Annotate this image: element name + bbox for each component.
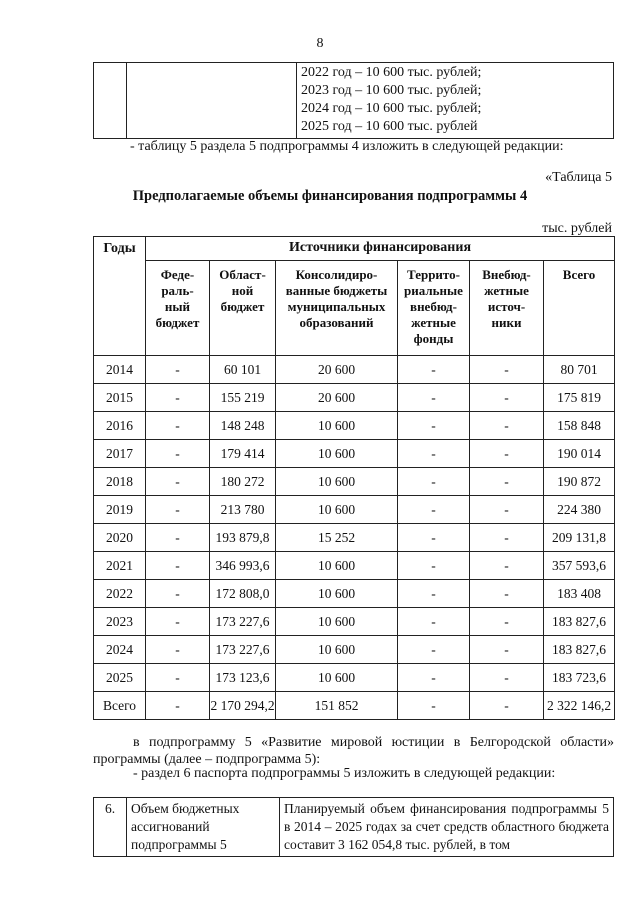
value-cell: - [398, 608, 470, 636]
value-cell: - [470, 384, 544, 412]
instruction-text: - таблицу 5 раздела 5 подпрограммы 4 изложить в следующей редакции: [130, 139, 564, 154]
subheader-row [94, 261, 615, 356]
value-cell: - [470, 468, 544, 496]
value-cell: 183 408 [544, 580, 615, 608]
value-cell: - [146, 692, 210, 720]
value-cell: - [398, 636, 470, 664]
value-cell: 213 780 [210, 496, 276, 524]
year-cell: 2021 [94, 552, 146, 580]
table-row [94, 692, 615, 720]
value-cell: - [146, 608, 210, 636]
value-cell: 172 808,0 [210, 580, 276, 608]
paragraph-text: в подпрограмму 5 «Развитие мировой юстиции в Белгородской области» программы (далее – подпрограмма 5): [93, 735, 614, 767]
value-cell: 2 170 294,2 [210, 692, 276, 720]
page-number: 8 [316, 36, 324, 51]
value-cell: - [398, 468, 470, 496]
row-label: Объем бюджетных ассигнований подпрограммы 5 [127, 798, 280, 857]
value-cell: 10 600 [276, 608, 398, 636]
funding-years-cell [297, 63, 614, 139]
value-cell: - [146, 356, 210, 384]
value-cell: - [470, 692, 544, 720]
value-cell: 155 219 [210, 384, 276, 412]
value-cell: 357 593,6 [544, 552, 615, 580]
value-cell: - [398, 552, 470, 580]
value-cell: 60 101 [210, 356, 276, 384]
subheader-territorial-funds: Террито- риальные внебюд- жетные фонды [398, 261, 470, 356]
table-row [94, 798, 614, 857]
value-cell: - [146, 468, 210, 496]
year-cell: 2022 [94, 580, 146, 608]
year-cell: 2018 [94, 468, 146, 496]
empty-cell [94, 63, 127, 139]
value-cell: 175 819 [544, 384, 615, 412]
value-cell: 183 723,6 [544, 664, 615, 692]
value-cell: 180 272 [210, 468, 276, 496]
value-cell: - [470, 664, 544, 692]
year-cell: 2023 [94, 608, 146, 636]
value-cell: - [146, 496, 210, 524]
value-cell: 183 827,6 [544, 608, 615, 636]
row-text: Планируемый объем финансирования подпрограммы 5 в 2014 – 2025 годах за счет средств областного бюджета составит 3 162 054,8 тыс. рублей, в том [280, 798, 614, 857]
subheader-total: Всего [544, 261, 615, 356]
table-row [94, 580, 615, 608]
value-cell: - [146, 412, 210, 440]
table-row [94, 664, 615, 692]
value-cell: - [146, 440, 210, 468]
value-cell: 10 600 [276, 552, 398, 580]
years-header: Годы [94, 237, 146, 356]
year-cell: 2014 [94, 356, 146, 384]
value-cell: 80 701 [544, 356, 615, 384]
value-cell: - [398, 580, 470, 608]
value-cell: - [398, 356, 470, 384]
funding-year-line: 2025 год – 10 600 тыс. рублей [301, 119, 478, 134]
value-cell: - [146, 384, 210, 412]
table-row [94, 636, 615, 664]
value-cell: 10 600 [276, 412, 398, 440]
value-cell: 148 248 [210, 412, 276, 440]
value-cell: 224 380 [544, 496, 615, 524]
value-cell: - [470, 356, 544, 384]
year-cell: Всего [94, 692, 146, 720]
financing-table [93, 236, 615, 720]
table-label: «Таблица 5 [545, 170, 612, 185]
year-cell: 2015 [94, 384, 146, 412]
value-cell: 183 827,6 [544, 636, 615, 664]
value-cell: 173 227,6 [210, 636, 276, 664]
header-row [94, 237, 615, 261]
value-cell: 20 600 [276, 384, 398, 412]
value-cell: 179 414 [210, 440, 276, 468]
funding-year-line: 2023 год – 10 600 тыс. рублей; [301, 83, 482, 98]
value-cell: - [146, 580, 210, 608]
table-row [94, 412, 615, 440]
year-cell: 2016 [94, 412, 146, 440]
subheader-municipal: Консолидиро- ванные бюджеты муниципальных образований [276, 261, 398, 356]
table-row [94, 496, 615, 524]
table-row [94, 440, 615, 468]
value-cell: - [470, 412, 544, 440]
value-cell: - [398, 524, 470, 552]
value-cell: 190 872 [544, 468, 615, 496]
table-row [94, 63, 614, 139]
sources-header: Источники финансирования [146, 237, 615, 261]
value-cell: 10 600 [276, 636, 398, 664]
value-cell: 173 123,6 [210, 664, 276, 692]
year-cell: 2025 [94, 664, 146, 692]
subheader-federal: Феде- раль- ный бюджет [146, 261, 210, 356]
value-cell: - [470, 552, 544, 580]
value-cell: - [398, 664, 470, 692]
paragraph-subprogram-5 [93, 734, 614, 768]
value-cell: - [398, 440, 470, 468]
table-row [94, 608, 615, 636]
value-cell: - [470, 524, 544, 552]
value-cell: - [398, 412, 470, 440]
value-cell: 173 227,6 [210, 608, 276, 636]
value-cell: - [398, 692, 470, 720]
table-title: Предполагаемые объемы финансирования подпрограммы 4 [132, 188, 528, 204]
value-cell: 193 879,8 [210, 524, 276, 552]
value-cell: - [146, 552, 210, 580]
funding-year-line: 2022 год – 10 600 тыс. рублей; [301, 65, 482, 80]
value-cell: - [470, 440, 544, 468]
value-cell: 20 600 [276, 356, 398, 384]
year-cell: 2024 [94, 636, 146, 664]
table-row [94, 468, 615, 496]
value-cell: 346 993,6 [210, 552, 276, 580]
subheader-regional: Област- ной бюджет [210, 261, 276, 356]
table-row [94, 552, 615, 580]
value-cell: - [146, 636, 210, 664]
value-cell: 2 322 146,2 [544, 692, 615, 720]
year-cell: 2020 [94, 524, 146, 552]
year-cell: 2019 [94, 496, 146, 524]
value-cell: - [398, 496, 470, 524]
value-cell: - [470, 580, 544, 608]
value-cell: - [470, 636, 544, 664]
table-row [94, 384, 615, 412]
year-cell: 2017 [94, 440, 146, 468]
subheader-extrabudgetary: Внебюд- жетные источ- ники [470, 261, 544, 356]
value-cell: - [146, 664, 210, 692]
value-cell: 209 131,8 [544, 524, 615, 552]
value-cell: - [470, 496, 544, 524]
table-row [94, 356, 615, 384]
value-cell: - [470, 608, 544, 636]
instruction-text-2: - раздел 6 паспорта подпрограммы 5 изложить в следующей редакции: [133, 766, 556, 781]
value-cell: - [146, 524, 210, 552]
row-number: 6. [94, 798, 127, 857]
value-cell: 10 600 [276, 496, 398, 524]
value-cell: 15 252 [276, 524, 398, 552]
value-cell: 158 848 [544, 412, 615, 440]
value-cell: 10 600 [276, 664, 398, 692]
value-cell: 10 600 [276, 468, 398, 496]
value-cell: - [398, 384, 470, 412]
table-row [94, 524, 615, 552]
previous-table-fragment [93, 62, 614, 139]
value-cell: 190 014 [544, 440, 615, 468]
passport-table [93, 797, 614, 857]
empty-cell [127, 63, 297, 139]
units-label: тыс. рублей [542, 221, 612, 236]
value-cell: 10 600 [276, 580, 398, 608]
value-cell: 10 600 [276, 440, 398, 468]
value-cell: 151 852 [276, 692, 398, 720]
funding-year-line: 2024 год – 10 600 тыс. рублей; [301, 101, 482, 116]
